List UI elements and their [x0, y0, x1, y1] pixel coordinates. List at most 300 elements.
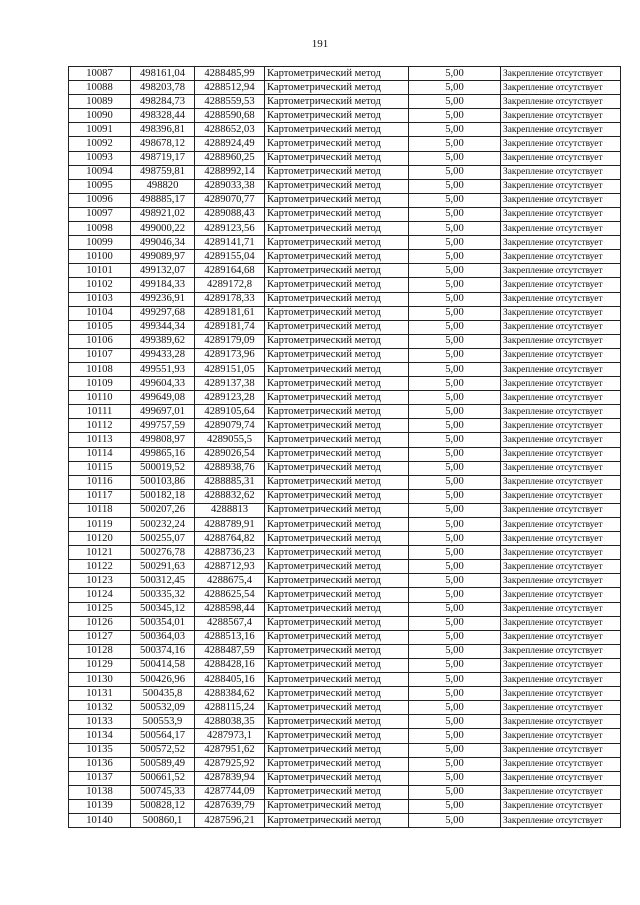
x-coordinate-cell: 499046,34: [131, 236, 195, 250]
fixation-cell: Закрепление отсутствует: [501, 250, 621, 264]
fixation-cell: Закрепление отсутствует: [501, 306, 621, 320]
y-coordinate-cell: 4288992,14: [195, 165, 265, 179]
fixation-cell: Закрепление отсутствует: [501, 419, 621, 433]
table-row: [69, 109, 621, 123]
method-cell: Картометрический метод: [265, 320, 409, 334]
method-cell: Картометрический метод: [265, 588, 409, 602]
method-cell: Картометрический метод: [265, 433, 409, 447]
y-coordinate-cell: 4288764,82: [195, 532, 265, 546]
y-coordinate-cell: 4289179,09: [195, 334, 265, 348]
table-row: [69, 461, 621, 475]
x-coordinate-cell: 498284,73: [131, 95, 195, 109]
table-row: [69, 405, 621, 419]
method-cell: Картометрический метод: [265, 419, 409, 433]
method-cell: Картометрический метод: [265, 701, 409, 715]
precision-cell: 5,00: [409, 306, 501, 320]
x-coordinate-cell: 500019,52: [131, 461, 195, 475]
precision-cell: 5,00: [409, 588, 501, 602]
x-coordinate-cell: 498885,17: [131, 193, 195, 207]
point-number-cell: 10097: [69, 207, 131, 221]
x-coordinate-cell: 500364,03: [131, 630, 195, 644]
page-number: 191: [311, 38, 329, 50]
x-coordinate-cell: 498203,78: [131, 81, 195, 95]
y-coordinate-cell: 4289172,8: [195, 278, 265, 292]
table-row: [69, 207, 621, 221]
precision-cell: 5,00: [409, 687, 501, 701]
fixation-cell: Закрепление отсутствует: [501, 137, 621, 151]
precision-cell: 5,00: [409, 67, 501, 81]
fixation-cell: Закрепление отсутствует: [501, 179, 621, 193]
fixation-cell: Закрепление отсутствует: [501, 673, 621, 687]
point-number-cell: 10118: [69, 503, 131, 517]
table-row: [69, 813, 621, 827]
precision-cell: 5,00: [409, 377, 501, 391]
y-coordinate-cell: 4289155,04: [195, 250, 265, 264]
fixation-cell: Закрепление отсутствует: [501, 405, 621, 419]
fixation-cell: Закрепление отсутствует: [501, 207, 621, 221]
fixation-cell: Закрепление отсутствует: [501, 687, 621, 701]
y-coordinate-cell: 4288813: [195, 503, 265, 517]
method-cell: Картометрический метод: [265, 348, 409, 362]
y-coordinate-cell: 4288384,62: [195, 687, 265, 701]
y-coordinate-cell: 4288832,62: [195, 489, 265, 503]
coordinates-table-body: [69, 67, 621, 828]
precision-cell: 5,00: [409, 743, 501, 757]
precision-cell: 5,00: [409, 81, 501, 95]
fixation-cell: Закрепление отсутствует: [501, 757, 621, 771]
method-cell: Картометрический метод: [265, 236, 409, 250]
precision-cell: 5,00: [409, 334, 501, 348]
table-row: [69, 518, 621, 532]
y-coordinate-cell: 4289137,38: [195, 377, 265, 391]
y-coordinate-cell: 4288513,16: [195, 630, 265, 644]
x-coordinate-cell: 499000,22: [131, 222, 195, 236]
precision-cell: 5,00: [409, 222, 501, 236]
point-number-cell: 10087: [69, 67, 131, 81]
point-number-cell: 10104: [69, 306, 131, 320]
point-number-cell: 10134: [69, 729, 131, 743]
y-coordinate-cell: 4289123,56: [195, 222, 265, 236]
y-coordinate-cell: 4289181,74: [195, 320, 265, 334]
method-cell: Картометрический метод: [265, 109, 409, 123]
fixation-cell: Закрепление отсутствует: [501, 602, 621, 616]
method-cell: Картометрический метод: [265, 729, 409, 743]
table-row: [69, 602, 621, 616]
method-cell: Картометрический метод: [265, 715, 409, 729]
x-coordinate-cell: 500553,9: [131, 715, 195, 729]
fixation-cell: Закрепление отсутствует: [501, 292, 621, 306]
x-coordinate-cell: 499551,93: [131, 362, 195, 376]
point-number-cell: 10135: [69, 743, 131, 757]
x-coordinate-cell: 500312,45: [131, 574, 195, 588]
precision-cell: 5,00: [409, 264, 501, 278]
method-cell: Картометрический метод: [265, 447, 409, 461]
precision-cell: 5,00: [409, 644, 501, 658]
point-number-cell: 10093: [69, 151, 131, 165]
table-row: [69, 616, 621, 630]
fixation-cell: Закрепление отсутствует: [501, 67, 621, 81]
y-coordinate-cell: 4288736,23: [195, 546, 265, 560]
precision-cell: 5,00: [409, 729, 501, 743]
table-row: [69, 67, 621, 81]
method-cell: Картометрический метод: [265, 644, 409, 658]
table-row: [69, 165, 621, 179]
point-number-cell: 10101: [69, 264, 131, 278]
precision-cell: 5,00: [409, 518, 501, 532]
method-cell: Картометрический метод: [265, 334, 409, 348]
precision-cell: 5,00: [409, 391, 501, 405]
point-number-cell: 10121: [69, 546, 131, 560]
method-cell: Картометрический метод: [265, 179, 409, 193]
table-row: [69, 391, 621, 405]
method-cell: Картометрический метод: [265, 67, 409, 81]
fixation-cell: Закрепление отсутствует: [501, 348, 621, 362]
x-coordinate-cell: 499757,59: [131, 419, 195, 433]
precision-cell: 5,00: [409, 447, 501, 461]
table-row: [69, 306, 621, 320]
y-coordinate-cell: 4288115,24: [195, 701, 265, 715]
x-coordinate-cell: 500564,17: [131, 729, 195, 743]
x-coordinate-cell: 498161,04: [131, 67, 195, 81]
precision-cell: 5,00: [409, 95, 501, 109]
method-cell: Картометрический метод: [265, 95, 409, 109]
x-coordinate-cell: 499649,08: [131, 391, 195, 405]
point-number-cell: 10128: [69, 644, 131, 658]
y-coordinate-cell: 4288675,4: [195, 574, 265, 588]
fixation-cell: Закрепление отсутствует: [501, 362, 621, 376]
fixation-cell: Закрепление отсутствует: [501, 433, 621, 447]
method-cell: Картометрический метод: [265, 137, 409, 151]
precision-cell: 5,00: [409, 461, 501, 475]
method-cell: Картометрический метод: [265, 165, 409, 179]
x-coordinate-cell: 500345,12: [131, 602, 195, 616]
fixation-cell: Закрепление отсутствует: [501, 616, 621, 630]
table-row: [69, 433, 621, 447]
x-coordinate-cell: 499604,33: [131, 377, 195, 391]
method-cell: Картометрический метод: [265, 405, 409, 419]
fixation-cell: Закрепление отсутствует: [501, 743, 621, 757]
method-cell: Картометрический метод: [265, 560, 409, 574]
fixation-cell: Закрепление отсутствует: [501, 532, 621, 546]
y-coordinate-cell: 4288487,59: [195, 644, 265, 658]
table-row: [69, 278, 621, 292]
fixation-cell: Закрепление отсутствует: [501, 447, 621, 461]
fixation-cell: Закрепление отсутствует: [501, 334, 621, 348]
x-coordinate-cell: 500291,63: [131, 560, 195, 574]
method-cell: Картометрический метод: [265, 151, 409, 165]
precision-cell: 5,00: [409, 489, 501, 503]
method-cell: Картометрический метод: [265, 222, 409, 236]
x-coordinate-cell: 500532,09: [131, 701, 195, 715]
table-row: [69, 757, 621, 771]
point-number-cell: 10096: [69, 193, 131, 207]
fixation-cell: Закрепление отсутствует: [501, 222, 621, 236]
y-coordinate-cell: 4289055,5: [195, 433, 265, 447]
x-coordinate-cell: 499132,07: [131, 264, 195, 278]
point-number-cell: 10108: [69, 362, 131, 376]
table-row: [69, 95, 621, 109]
point-number-cell: 10109: [69, 377, 131, 391]
fixation-cell: Закрепление отсутствует: [501, 109, 621, 123]
precision-cell: 5,00: [409, 137, 501, 151]
method-cell: Картометрический метод: [265, 574, 409, 588]
point-number-cell: 10099: [69, 236, 131, 250]
point-number-cell: 10132: [69, 701, 131, 715]
point-number-cell: 10125: [69, 602, 131, 616]
method-cell: Картометрический метод: [265, 532, 409, 546]
y-coordinate-cell: 4289151,05: [195, 362, 265, 376]
table-row: [69, 475, 621, 489]
point-number-cell: 10103: [69, 292, 131, 306]
y-coordinate-cell: 4288938,76: [195, 461, 265, 475]
x-coordinate-cell: 499808,97: [131, 433, 195, 447]
fixation-cell: Закрепление отсутствует: [501, 518, 621, 532]
x-coordinate-cell: 499433,28: [131, 348, 195, 362]
method-cell: Картометрический метод: [265, 602, 409, 616]
x-coordinate-cell: 500232,24: [131, 518, 195, 532]
x-coordinate-cell: 500661,52: [131, 771, 195, 785]
precision-cell: 5,00: [409, 207, 501, 221]
point-number-cell: 10140: [69, 813, 131, 827]
y-coordinate-cell: 4289181,61: [195, 306, 265, 320]
fixation-cell: Закрепление отсутствует: [501, 165, 621, 179]
precision-cell: 5,00: [409, 813, 501, 827]
precision-cell: 5,00: [409, 701, 501, 715]
precision-cell: 5,00: [409, 320, 501, 334]
fixation-cell: Закрепление отсутствует: [501, 771, 621, 785]
precision-cell: 5,00: [409, 785, 501, 799]
method-cell: Картометрический метод: [265, 518, 409, 532]
point-number-cell: 10115: [69, 461, 131, 475]
x-coordinate-cell: 498820: [131, 179, 195, 193]
point-number-cell: 10122: [69, 560, 131, 574]
precision-cell: 5,00: [409, 771, 501, 785]
precision-cell: 5,00: [409, 193, 501, 207]
y-coordinate-cell: 4289088,43: [195, 207, 265, 221]
fixation-cell: Закрепление отсутствует: [501, 715, 621, 729]
x-coordinate-cell: 499236,91: [131, 292, 195, 306]
table-row: [69, 81, 621, 95]
x-coordinate-cell: 500589,49: [131, 757, 195, 771]
x-coordinate-cell: 499344,34: [131, 320, 195, 334]
method-cell: Картометрический метод: [265, 546, 409, 560]
point-number-cell: 10137: [69, 771, 131, 785]
precision-cell: 5,00: [409, 630, 501, 644]
table-row: [69, 729, 621, 743]
x-coordinate-cell: 500435,8: [131, 687, 195, 701]
fixation-cell: Закрепление отсутствует: [501, 264, 621, 278]
fixation-cell: Закрепление отсутствует: [501, 320, 621, 334]
method-cell: Картометрический метод: [265, 292, 409, 306]
fixation-cell: Закрепление отсутствует: [501, 193, 621, 207]
y-coordinate-cell: 4288428,16: [195, 658, 265, 672]
y-coordinate-cell: 4289123,28: [195, 391, 265, 405]
table-row: [69, 292, 621, 306]
x-coordinate-cell: 500374,16: [131, 644, 195, 658]
fixation-cell: Закрепление отсутствует: [501, 236, 621, 250]
y-coordinate-cell: 4287744,09: [195, 785, 265, 799]
precision-cell: 5,00: [409, 109, 501, 123]
y-coordinate-cell: 4289070,77: [195, 193, 265, 207]
precision-cell: 5,00: [409, 799, 501, 813]
table-row: [69, 377, 621, 391]
y-coordinate-cell: 4289033,38: [195, 179, 265, 193]
fixation-cell: Закрепление отсутствует: [501, 489, 621, 503]
point-number-cell: 10112: [69, 419, 131, 433]
point-number-cell: 10102: [69, 278, 131, 292]
x-coordinate-cell: 500207,26: [131, 503, 195, 517]
point-number-cell: 10129: [69, 658, 131, 672]
table-row: [69, 362, 621, 376]
point-number-cell: 10107: [69, 348, 131, 362]
y-coordinate-cell: 4288625,54: [195, 588, 265, 602]
y-coordinate-cell: 4289105,64: [195, 405, 265, 419]
x-coordinate-cell: 500414,58: [131, 658, 195, 672]
fixation-cell: Закрепление отсутствует: [501, 95, 621, 109]
fixation-cell: Закрепление отсутствует: [501, 391, 621, 405]
fixation-cell: Закрепление отсутствует: [501, 461, 621, 475]
point-number-cell: 10113: [69, 433, 131, 447]
table-row: [69, 644, 621, 658]
x-coordinate-cell: 498759,81: [131, 165, 195, 179]
y-coordinate-cell: 4289026,54: [195, 447, 265, 461]
method-cell: Картометрический метод: [265, 757, 409, 771]
precision-cell: 5,00: [409, 574, 501, 588]
table-row: [69, 532, 621, 546]
x-coordinate-cell: 500255,07: [131, 532, 195, 546]
x-coordinate-cell: 500572,52: [131, 743, 195, 757]
method-cell: Картометрический метод: [265, 813, 409, 827]
y-coordinate-cell: 4287925,92: [195, 757, 265, 771]
y-coordinate-cell: 4288924,49: [195, 137, 265, 151]
precision-cell: 5,00: [409, 503, 501, 517]
fixation-cell: Закрепление отсутствует: [501, 813, 621, 827]
fixation-cell: Закрепление отсутствует: [501, 546, 621, 560]
y-coordinate-cell: 4289164,68: [195, 264, 265, 278]
table-row: [69, 123, 621, 137]
x-coordinate-cell: 500828,12: [131, 799, 195, 813]
x-coordinate-cell: 498678,12: [131, 137, 195, 151]
method-cell: Картометрический метод: [265, 616, 409, 630]
fixation-cell: Закрепление отсутствует: [501, 658, 621, 672]
point-number-cell: 10119: [69, 518, 131, 532]
point-number-cell: 10091: [69, 123, 131, 137]
method-cell: Картометрический метод: [265, 687, 409, 701]
fixation-cell: Закрепление отсутствует: [501, 799, 621, 813]
y-coordinate-cell: 4289173,96: [195, 348, 265, 362]
table-row: [69, 334, 621, 348]
method-cell: Картометрический метод: [265, 250, 409, 264]
y-coordinate-cell: 4288712,93: [195, 560, 265, 574]
y-coordinate-cell: 4289141,71: [195, 236, 265, 250]
point-number-cell: 10094: [69, 165, 131, 179]
fixation-cell: Закрепление отсутствует: [501, 588, 621, 602]
method-cell: Картометрический метод: [265, 391, 409, 405]
y-coordinate-cell: 4288567,4: [195, 616, 265, 630]
method-cell: Картометрический метод: [265, 123, 409, 137]
table-row: [69, 630, 621, 644]
precision-cell: 5,00: [409, 532, 501, 546]
fixation-cell: Закрепление отсутствует: [501, 574, 621, 588]
x-coordinate-cell: 498328,44: [131, 109, 195, 123]
x-coordinate-cell: 500276,78: [131, 546, 195, 560]
x-coordinate-cell: 499297,68: [131, 306, 195, 320]
y-coordinate-cell: 4287596,21: [195, 813, 265, 827]
table-row: [69, 503, 621, 517]
point-number-cell: 10116: [69, 475, 131, 489]
table-row: [69, 546, 621, 560]
precision-cell: 5,00: [409, 165, 501, 179]
point-number-cell: 10088: [69, 81, 131, 95]
table-row: [69, 151, 621, 165]
coordinates-table: [68, 66, 621, 828]
precision-cell: 5,00: [409, 616, 501, 630]
fixation-cell: Закрепление отсутствует: [501, 475, 621, 489]
x-coordinate-cell: 499865,16: [131, 447, 195, 461]
point-number-cell: 10136: [69, 757, 131, 771]
precision-cell: 5,00: [409, 673, 501, 687]
y-coordinate-cell: 4288652,03: [195, 123, 265, 137]
table-row: [69, 560, 621, 574]
method-cell: Картометрический метод: [265, 264, 409, 278]
precision-cell: 5,00: [409, 546, 501, 560]
y-coordinate-cell: 4289178,33: [195, 292, 265, 306]
table-row: [69, 588, 621, 602]
point-number-cell: 10124: [69, 588, 131, 602]
x-coordinate-cell: 500182,18: [131, 489, 195, 503]
x-coordinate-cell: 500745,33: [131, 785, 195, 799]
precision-cell: 5,00: [409, 602, 501, 616]
method-cell: Картометрический метод: [265, 306, 409, 320]
y-coordinate-cell: 4288485,99: [195, 67, 265, 81]
point-number-cell: 10089: [69, 95, 131, 109]
method-cell: Картометрический метод: [265, 673, 409, 687]
method-cell: Картометрический метод: [265, 630, 409, 644]
method-cell: Картометрический метод: [265, 81, 409, 95]
table-row: [69, 799, 621, 813]
precision-cell: 5,00: [409, 292, 501, 306]
method-cell: Картометрический метод: [265, 489, 409, 503]
y-coordinate-cell: 4288960,25: [195, 151, 265, 165]
method-cell: Картометрический метод: [265, 461, 409, 475]
table-row: [69, 574, 621, 588]
x-coordinate-cell: 499697,01: [131, 405, 195, 419]
y-coordinate-cell: 4288789,91: [195, 518, 265, 532]
point-number-cell: 10105: [69, 320, 131, 334]
x-coordinate-cell: 500335,32: [131, 588, 195, 602]
method-cell: Картометрический метод: [265, 785, 409, 799]
y-coordinate-cell: 4287951,62: [195, 743, 265, 757]
x-coordinate-cell: 500354,01: [131, 616, 195, 630]
fixation-cell: Закрепление отсутствует: [501, 377, 621, 391]
fixation-cell: Закрепление отсутствует: [501, 123, 621, 137]
precision-cell: 5,00: [409, 658, 501, 672]
y-coordinate-cell: 4288598,44: [195, 602, 265, 616]
precision-cell: 5,00: [409, 179, 501, 193]
fixation-cell: Закрепление отсутствует: [501, 701, 621, 715]
precision-cell: 5,00: [409, 433, 501, 447]
fixation-cell: Закрепление отсутствует: [501, 81, 621, 95]
method-cell: Картометрический метод: [265, 658, 409, 672]
point-number-cell: 10130: [69, 673, 131, 687]
x-coordinate-cell: 499184,33: [131, 278, 195, 292]
y-coordinate-cell: 4287639,79: [195, 799, 265, 813]
table-row: [69, 348, 621, 362]
table-row: [69, 222, 621, 236]
y-coordinate-cell: 4289079,74: [195, 419, 265, 433]
point-number-cell: 10127: [69, 630, 131, 644]
point-number-cell: 10098: [69, 222, 131, 236]
